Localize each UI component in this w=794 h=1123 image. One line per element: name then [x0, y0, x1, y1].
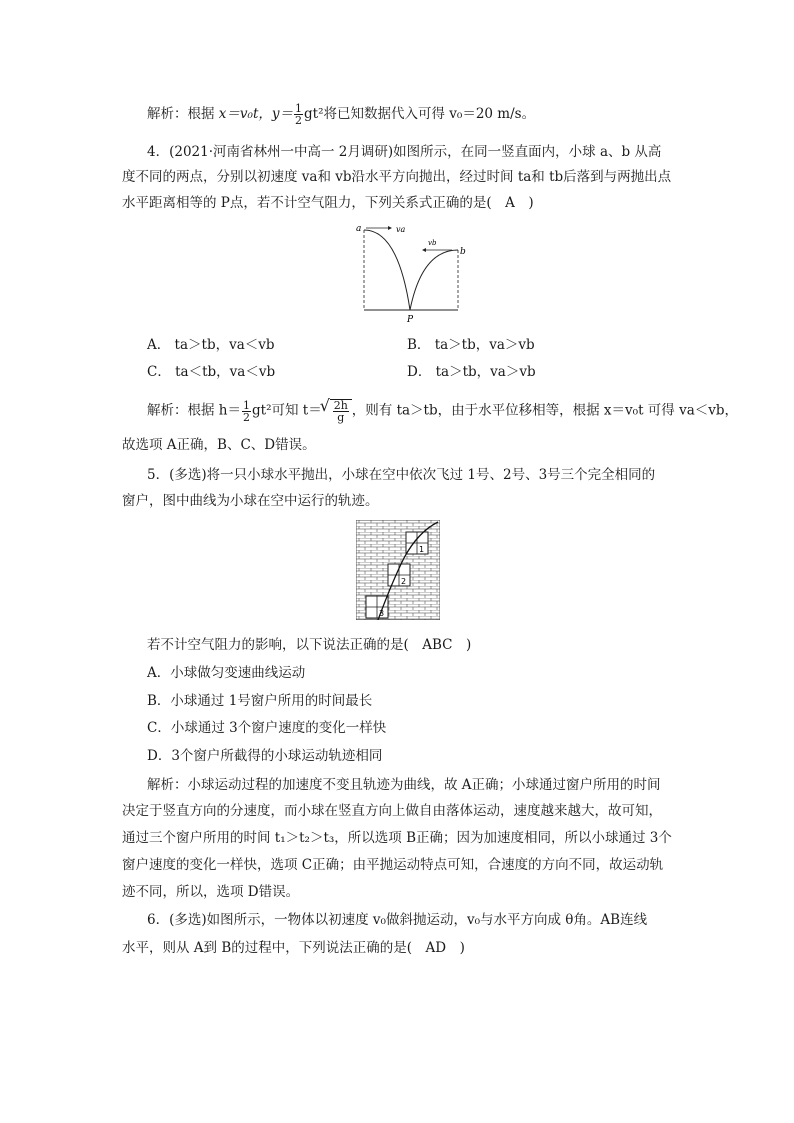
- q4-line1: 4．(2021·河南省林州一中高一 2月调研)如图所示，在同一竖直面内，小球 a、b 从高: [147, 144, 662, 160]
- q4-analysis-line1: 解析：根据 h＝ $\frac{1}{2}$ gt²可知 t＝ √ $\frac{2h}{g}$ ，则有 ta＞tb，由于水平位移相等，根据 x＝v₀t 可得 va＜vb，: [147, 399, 738, 423]
- label-b: b: [460, 247, 466, 257]
- arrow-vb-head: [422, 248, 426, 252]
- window-1: [406, 532, 428, 554]
- q4-option-a: A． ta＞tb，va＜vb: [147, 337, 275, 353]
- q5-option-a: A．小球做匀变速曲线运动: [147, 665, 306, 681]
- equation-x: x＝v₀t，: [218, 106, 272, 122]
- q5-option-d: D．3个窗户所截得的小球运动轨迹相同: [147, 748, 383, 764]
- arrow-va-head: [388, 226, 392, 230]
- q5-line1: 5．(多选)将一只小球水平抛出，小球在空中依次飞过 1号、2号、3号三个完全相同的: [147, 467, 656, 483]
- q6-line2: 水平，则从 A到 B的过程中，下列说法正确的是( AD ): [122, 940, 465, 956]
- equation-y: y＝: [271, 106, 294, 122]
- q4-option-b: B． ta＞tb，va＞vb: [407, 337, 535, 353]
- q5-analysis-line3: 通过三个窗户所用的时间 t₁＞t₂＞t₃，所以选项 B正确；因为加速度相同，所以小球通过 3个: [122, 830, 672, 846]
- q4-projectile-diagram: [352, 220, 472, 332]
- label-a: a: [356, 224, 362, 234]
- label-vb: vb: [428, 239, 437, 247]
- q5-analysis-line1: 解析：小球运动过程的加速度不变且轨迹为曲线，故 A正确；小球通过窗户所用的时间: [147, 777, 661, 793]
- q4-line3: 水平距离相等的 P点，若不计空气阻力，下列关系式正确的是( A ): [122, 195, 534, 211]
- sqrt-expression: √ $\frac{2h}{g}$: [330, 399, 352, 423]
- trajectory-b: [410, 250, 458, 310]
- analysis-q3: 解析：根据 x＝v₀t，y＝ $\frac{1}{2}$ gt²将已知数据代入可得 v₀＝20 m/s。: [147, 102, 536, 127]
- q5-stem: 若不计空气阻力的影响，以下说法正确的是( ABC ): [147, 637, 472, 653]
- q5-analysis-line5: 迹不同，所以，选项 D错误。: [122, 884, 300, 900]
- label-va: va: [396, 225, 406, 234]
- q5-line2: 窗户，图中曲线为小球在空中运行的轨迹。: [122, 493, 379, 509]
- fraction-half: $\frac{1}{2}$: [295, 102, 303, 127]
- label-p: P: [407, 315, 414, 325]
- q4-line2: 度不同的两点，分别以初速度 va和 vb沿水平方向抛出，经过时间 ta和 tb后落到与两抛出点: [122, 169, 672, 185]
- window-label-3: 3: [379, 609, 385, 618]
- window-label-2: 2: [401, 577, 407, 586]
- window-3: [366, 596, 388, 618]
- q6-line1: 6．(多选)如图所示，一物体以初速度 v₀做斜抛运动，v₀与水平方向成 θ角。AB连线: [147, 912, 648, 928]
- q5-option-c: C．小球通过 3个窗户速度的变化一样快: [147, 720, 387, 736]
- fraction-half-q4: $\frac{1}{2}$: [243, 398, 250, 424]
- q4-option-d: D． ta＞tb，va＞vb: [407, 364, 536, 380]
- q4-analysis-line2: 故选项 A正确，B、C、D错误。: [122, 437, 316, 453]
- q4-option-c: C． ta＜tb，va＜vb: [147, 364, 276, 380]
- q5-windows-diagram: [356, 520, 440, 620]
- window-label-1: 1: [419, 545, 425, 554]
- q5-analysis-line4: 窗户速度的变化一样快，选项 C正确；由平抛运动特点可知，合速度的方向不同，故运动轨: [122, 857, 664, 873]
- trajectory-a: [364, 230, 410, 310]
- q5-option-b: B．小球通过 1号窗户所用的时间最长: [147, 693, 373, 709]
- q5-analysis-line2: 决定于竖直方向的分速度，而小球在竖直方向上做自由落体运动，速度越来越大，故可知，: [122, 803, 662, 819]
